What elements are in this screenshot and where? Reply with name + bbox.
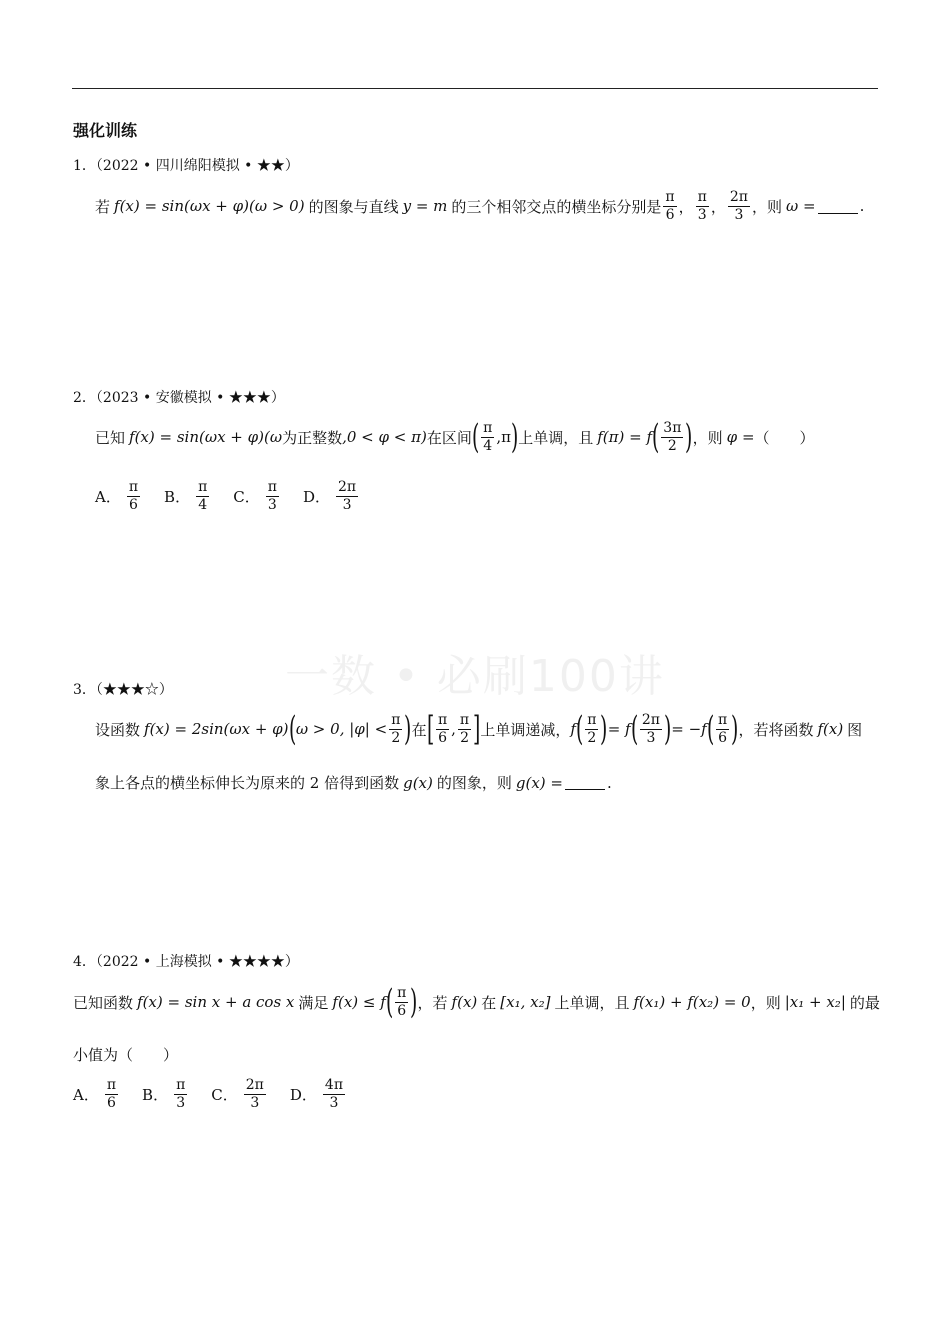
q4-sum: f(x₁) + f(x₂) = 0 [633,993,751,1011]
q1-formula: f(x) = sin(ωx + φ)(ω > 0) [114,197,305,216]
q4-header: 4．（2022 • 上海模拟 • ★★★★） [73,954,299,970]
q3-fraction: $\frac{\pi}{2}$ [587,711,597,746]
q2-eq: f(π) = f [597,428,653,446]
option-b[interactable]: B． $\frac{\pi}{3}$ [142,1077,186,1111]
q4-abs: |x₁ + x₂| [784,993,846,1011]
q1-fraction: $\frac{\pi}{6}$ [665,189,675,223]
q3-fraction: $\frac{\pi}{2}$ [459,711,470,746]
q4-text: 上单调，且 [554,993,630,1012]
q1-text: 的图象与直线 [308,197,399,216]
header-rule [72,88,878,89]
q3-line2 [95,772,612,793]
bracket-left: [ [426,709,434,749]
paren-left: ( [288,709,296,749]
q3-fraction: $\frac{2\pi}{3}$ [641,711,660,746]
q1-omega: ω = [785,197,816,216]
q4-options [73,1078,369,1110]
paren-right: ) [510,417,519,457]
q3-text: 设函数 [95,720,141,739]
q4-text: 已知函数 [73,993,134,1012]
paren-left: ( [630,709,638,749]
paren-right: ) [685,417,693,457]
q4-text: 的最 [849,993,880,1012]
q3-fraction: $\frac{\pi}{6}$ [717,711,728,746]
q3-f: = f [607,720,631,738]
watermark: 一数 • 必刷100讲 [285,651,665,702]
q2-text: 为正整数 [282,428,343,447]
q3-fx: f(x) [817,720,844,738]
q4-fraction: $\frac{\pi}{6}$ [397,984,407,1019]
q1-line-eq: y = m [402,197,448,216]
q2-options [95,480,382,512]
q4-fx: f(x) [451,993,478,1011]
q1-sep: ， [678,197,694,216]
q3-formula: f(x) = 2sin(ωx + φ) [144,720,289,738]
q4-body [73,982,880,1022]
q4-formula: f(x) = sin x + a cos x [137,993,295,1011]
q3-fraction: $\frac{\pi}{6}$ [437,711,448,746]
q2-text: 已知 [95,428,126,447]
q2-int-tail: ,π [496,428,511,446]
q4-text: ，则 [750,993,781,1012]
q3-text: 在 [411,720,427,739]
q4-interval: [x₁, x₂] [500,993,551,1011]
q3-f: f [570,720,576,738]
paren-right: ) [663,709,672,749]
q2-phi: φ = [726,428,755,446]
q1-end: . [859,197,865,216]
paren-right: ) [404,709,412,749]
q2-paren: （ ） [754,428,815,447]
option-c[interactable]: C． $\frac{\pi}{3}$ [233,479,277,513]
q2-fraction: $\frac{\pi}{4}$ [483,419,493,454]
q2-cond: ,0 < φ < π) [342,428,427,446]
paren-left: ( [385,982,394,1022]
q1-text: ，则 [751,197,782,216]
q3-gx: g(x) [403,773,433,792]
q3-fraction: $\frac{\pi}{2}$ [391,711,401,746]
paren-right: ) [410,982,418,1022]
q2-header: 2．（2023 • 安徽模拟 • ★★★） [73,390,285,406]
paren-left: ( [706,709,714,749]
q3-text: 的图象，则 [436,774,512,792]
option-c[interactable]: C． $\frac{2\pi}{3}$ [211,1077,264,1111]
paren-right: ) [731,709,739,749]
q4-ineq: f(x) ≤ f [332,993,386,1011]
q3-text: 象上各点的横坐标伸长为原来的 2 倍得到函数 [95,774,400,792]
q1-header: 1．（2022 • 四川绵阳模拟 • ★★） [73,158,299,174]
q1-fraction: $\frac{\pi}{3}$ [697,189,707,223]
q3-header: 3．（★★★☆） [73,682,173,698]
paren-left: ( [652,417,660,457]
q3-f: = −f [671,720,707,738]
q3-end: . [606,773,612,792]
option-b[interactable]: B． $\frac{\pi}{4}$ [164,479,208,513]
q2-text: 上单调，且 [518,428,594,447]
option-a[interactable]: A． $\frac{\pi}{6}$ [95,479,139,513]
paren-right: ) [600,709,608,749]
answer-blank[interactable] [818,199,858,214]
q1-sep: ， [710,197,726,216]
q3-gx: g(x) = [515,773,563,792]
q1-body [95,190,864,222]
paren-left: ( [575,709,584,749]
q3-body: 设函数 f(x) = 2sin(ωx + φ) ( ω > 0, |φ| < $\frac{\pi}{2}$ ) 在 [ $\frac{\pi}{6}$ , $\frac{\pi}{2}$ ] 上单调递减， f ( $\frac{\pi}{2}$ ) = f ( $\frac{2\pi}{3}$ ) = −f ( $\frac{\pi}{6}$ ) ，若将函数 f(x) 图 [95,709,863,749]
q4-line2: 小值为（ ） [73,1046,179,1064]
q3-cond: ω > 0, |φ| < [295,720,388,738]
q1-text: 若 [95,197,111,216]
answer-blank[interactable] [565,775,605,790]
option-d[interactable]: D． $\frac{2\pi}{3}$ [302,479,357,513]
q2-text: 在区间 [426,428,472,447]
option-d[interactable]: D． $\frac{4\pi}{3}$ [289,1077,344,1111]
q2-body [95,417,815,457]
paren-left: ( [471,417,480,457]
q3-text: 上单调递减， [480,720,571,739]
q3-text: ，若将函数 [738,720,814,739]
q2-text: ，则 [692,428,723,447]
q4-text: 满足 [298,993,329,1012]
q4-text: 在 [481,993,497,1012]
q1-fraction: $\frac{2\pi}{3}$ [729,189,748,223]
q4-text: ，若 [417,993,448,1012]
bracket-right: ] [473,709,481,749]
q1-text: 的三个相邻交点的横坐标分别是 [451,197,662,216]
q2-formula: f(x) = sin(ωx + φ)(ω [129,428,283,446]
q2-fraction: $\frac{3\pi}{2}$ [663,419,682,454]
section-title: 强化训练 [73,121,138,140]
q3-text: 图 [847,720,863,739]
option-a[interactable]: A． $\frac{\pi}{6}$ [73,1077,117,1111]
